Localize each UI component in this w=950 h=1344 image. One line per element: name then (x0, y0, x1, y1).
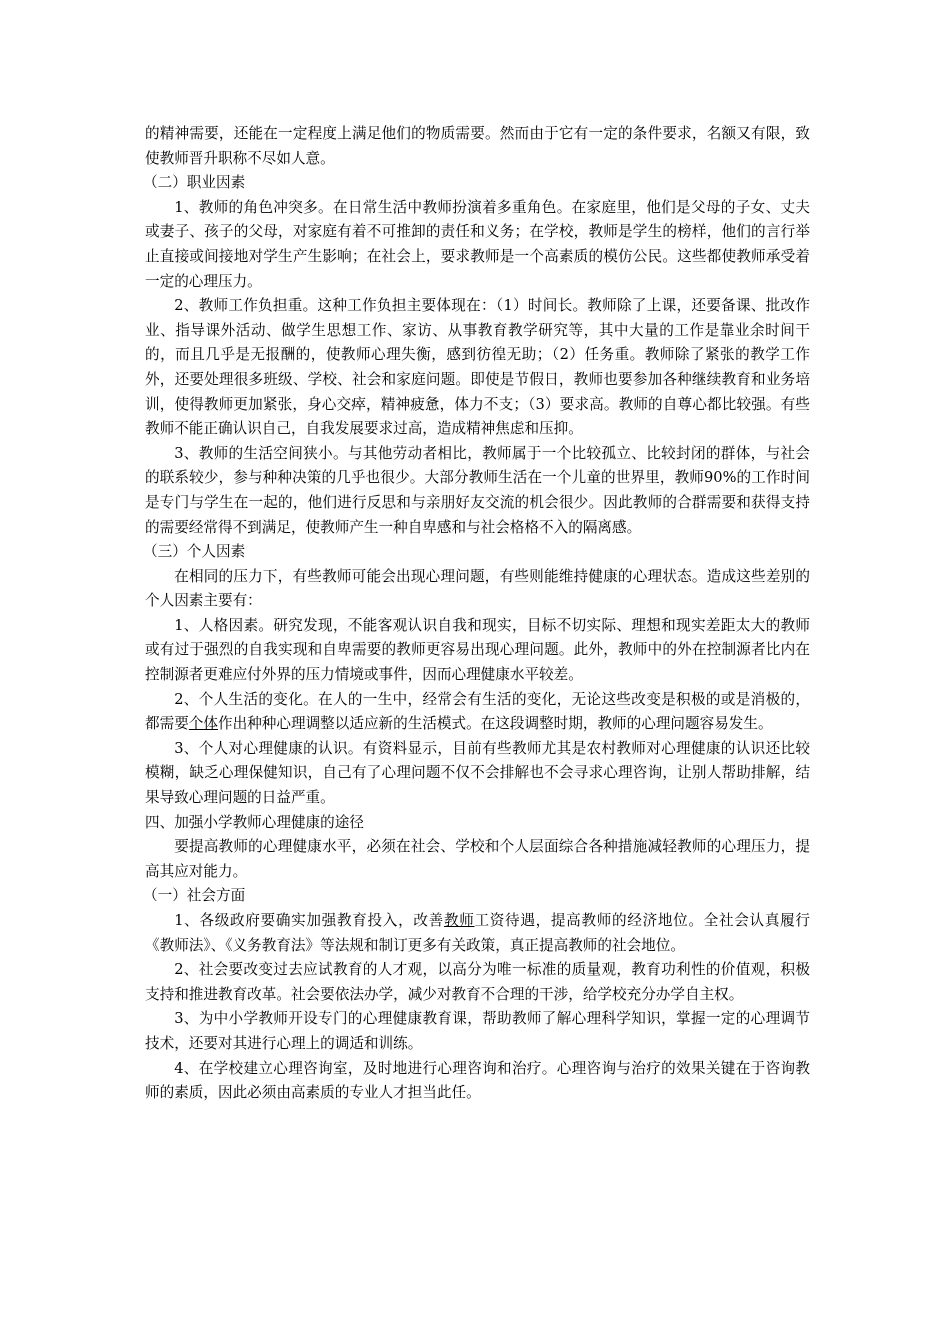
paragraph-role-conflict: 1、教师的角色冲突多。在日常生活中教师扮演着多重角色。在家庭里，他们是父母的子女、丈夫或妻子、孩子的父母，对家庭有着不可推卸的责任和义务；在学校，教师是学生的榜样，他们的言行举止直接或间接地对学生产生影响；在社会上，要求教师是一个高素质的模仿公民。这些都使教师承受着一定的心理压力。 (145, 198, 810, 290)
paragraph-continuation: 的精神需要，还能在一定程度上满足他们的物质需要。然而由于它有一定的条件要求，名额又有限，致使教师晋升职称不尽如人意。 (145, 125, 810, 167)
text-segment: 2、个人生活的变化。在人的一生中，经常会有生活的变化，无论这些改变是积极的或是消极的，都需要 (145, 690, 810, 733)
section-heading-society: （一）社会方面 (143, 887, 246, 905)
paragraph-workload: 2、教师工作负担重。这种工作负担主要体现在：（1）时间长。教师除了上课，还要备课、批改作业、指导课外活动、做学生思想工作、家访、从事教育教学研究等，其中大量的工作是靠业余时间干的，而且几乎是无报酬的，使教师心理失衡，感到彷徨无助；（2）任务重。教师除了紧张的教学工作外，还要处理很多班级、学校、社会和家庭问题。即使是节假日，教师也要参加各种继续教育和业务培训，使得教师更加紧张，身心交瘁，精神疲惫，体力不支；（3）要求高。教师的自尊心都比较强。有些教师不能正确认识自己，自我发展要求过高，造成精神焦虑和压抑。 (145, 297, 810, 438)
paragraph-approaches-intro: 要提高教师的心理健康水平，必须在社会、学校和个人层面综合各种措施减轻教师的心理压力，提高其应对能力。 (145, 838, 810, 880)
document-page (145, 122, 810, 1106)
paragraph-personality: 1、人格因素。研究发现，不能客观认识自我和现实，目标不切实际、理想和现实差距太大的教师或有过于强烈的自我实现和自卑需要的教师更容易出现心理问题。此外，教师中的外在控制源者比内在控制源者更难应付外界的压力情境或事件，因而心理健康水平较差。 (145, 616, 810, 684)
underlined-term-teacher: 教师 (443, 912, 475, 929)
text-segment: 1、各级政府要确实加强教育投入，改善 (174, 912, 444, 929)
section-heading-personal: （三）个人因素 (143, 543, 246, 561)
paragraph-life-changes (145, 688, 810, 737)
paragraph-government-investment (145, 909, 810, 958)
section-heading-approaches: 四、加强小学教师心理健康的途径 (145, 813, 364, 831)
paragraph-personal-intro: 在相同的压力下，有些教师可能会出现心理问题，有些则能维持健康的心理状态。造成这些差别的个人因素主要有： (145, 567, 810, 610)
paragraph-living-space: 3、教师的生活空间狭小。与其他劳动者相比，教师属于一个比较孤立、比较封闭的群体，与社会的联系较少，参与种种决策的几乎也很少。大部分教师生活在一个儿童的世界里，教师90%的工作时间是专门与学生在一起的，他们进行反思和与亲朋好友交流的机会很少。因此教师的合群需要和获得支持的需要经常得不到满足，使教师产生一种自卑感和与社会格格不入的隔离感。 (145, 444, 810, 536)
paragraph-health-course: 3、为中小学教师开设专门的心理健康教育课，帮助教师了解心理科学知识，掌握一定的心理调节技术，还要对其进行心理上的调适和训练。 (145, 1010, 810, 1052)
text-segment: 工资待遇，提高教师的经济地位。全社会认真履行《教师法》、《义务教育法》等法规和制订更多有关政策，真正提高教师的社会地位。 (145, 912, 810, 954)
section-heading-occupational: （二）职业因素 (143, 174, 246, 192)
underlined-term-individual: 个体 (188, 715, 218, 733)
text-segment: 作出种种心理调整以适应新的生活模式。在这段调整时期，教师的心理问题容易发生。 (218, 715, 773, 733)
paragraph-education-reform: 2、社会要改变过去应试教育的人才观，以高分为唯一标准的质量观，教育功利性的价值观，积极支持和推进教育改革。社会要依法办学，减少对教育不合理的干涉，给学校充分办学自主权。 (145, 961, 810, 1003)
paragraph-health-awareness: 3、个人对心理健康的认识。有资料显示，目前有些教师尤其是农村教师对心理健康的认识还比较模糊，缺乏心理保健知识，自己有了心理问题不仅不会排解也不会寻求心理咨询，让别人帮助排解，结果导致心理问题的日益严重。 (145, 739, 810, 807)
paragraph-counseling-room: 4、在学校建立心理咨询室，及时地进行心理咨询和治疗。心理咨询与治疗的效果关键在于咨询教师的素质，因此必须由高素质的专业人才担当此任。 (145, 1059, 810, 1102)
